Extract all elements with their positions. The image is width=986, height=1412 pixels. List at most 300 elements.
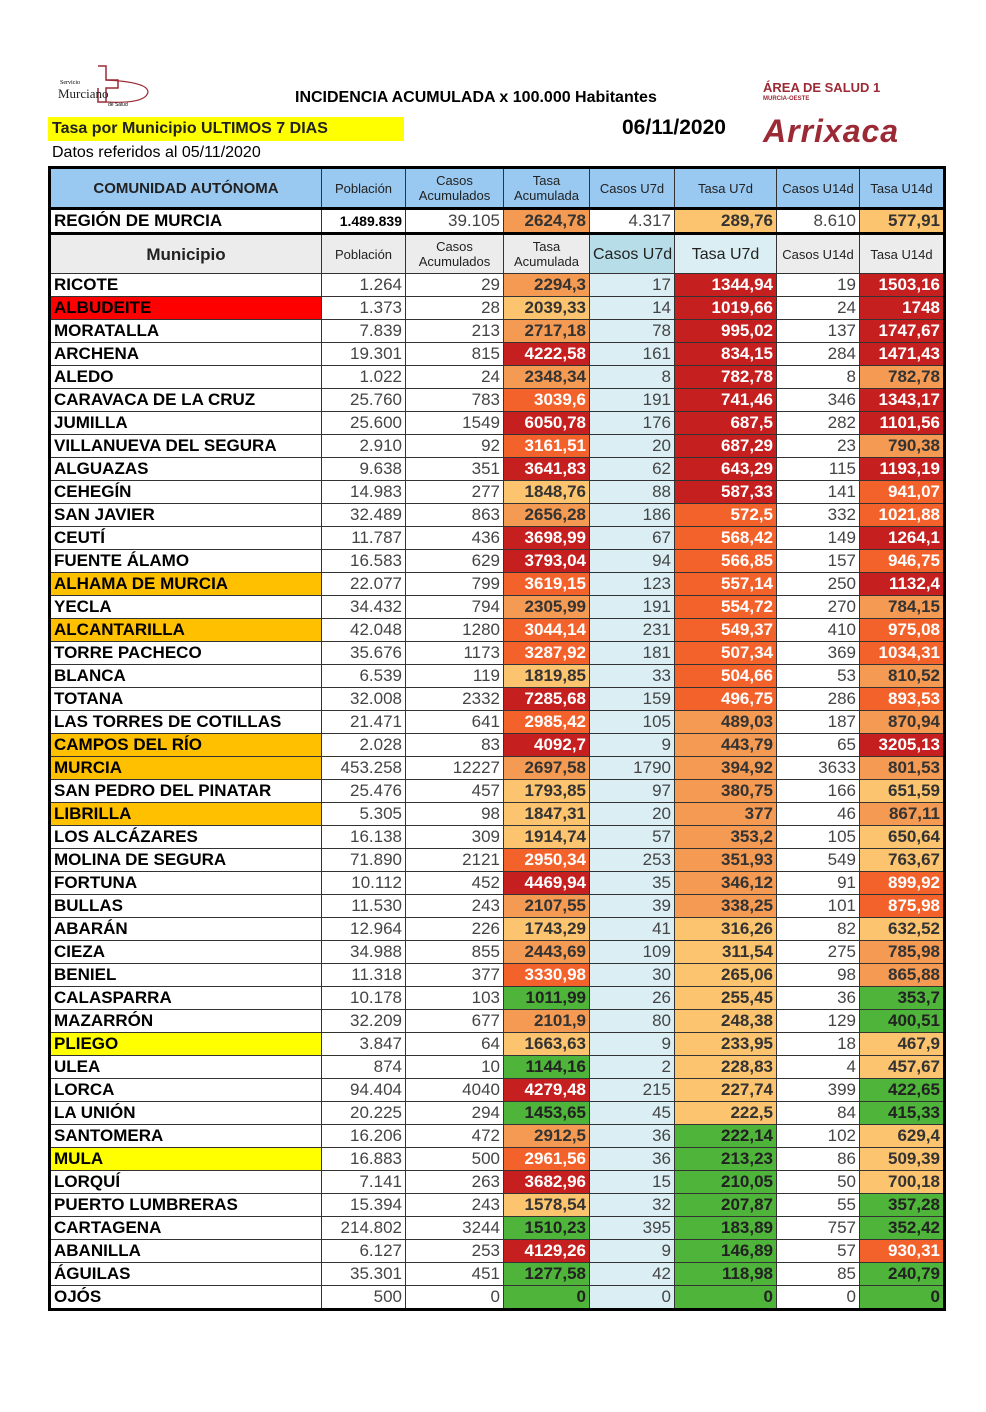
casos-u7d: 105 [590, 711, 675, 734]
table-row [50, 1079, 945, 1102]
poblacion: 453.258 [322, 757, 406, 780]
tasa-u7d: 377 [675, 803, 777, 826]
table-row [50, 642, 945, 665]
municipio-name: ALEDO [50, 366, 322, 389]
casos-u7d: 33 [590, 665, 675, 688]
casos-acumulados: 243 [406, 895, 504, 918]
poblacion: 35.301 [322, 1263, 406, 1286]
casos-u7d: 80 [590, 1010, 675, 1033]
poblacion: 7.839 [322, 320, 406, 343]
casos-u14d: 23 [777, 435, 860, 458]
tasa-u7d: 210,05 [675, 1171, 777, 1194]
poblacion: 21.471 [322, 711, 406, 734]
casos-u7d: 62 [590, 458, 675, 481]
tasa-u7d: 1019,66 [675, 297, 777, 320]
table-row [50, 550, 945, 573]
tasa-u7d: 255,45 [675, 987, 777, 1010]
municipio-name: ULEA [50, 1056, 322, 1079]
municipio-name: LORQUÍ [50, 1171, 322, 1194]
tasa-u7d: 146,89 [675, 1240, 777, 1263]
tasa-u14d: 650,64 [860, 826, 945, 849]
casos-u7d: 20 [590, 803, 675, 826]
casos-u14d: 187 [777, 711, 860, 734]
municipio-name: BULLAS [50, 895, 322, 918]
tasa-u7d: 507,34 [675, 642, 777, 665]
poblacion: 11.530 [322, 895, 406, 918]
tasa-u7d: 183,89 [675, 1217, 777, 1240]
hd2-row [50, 234, 945, 274]
tasa-u14d: 1264,1 [860, 527, 945, 550]
tasa-u14d: 3205,13 [860, 734, 945, 757]
tasa-u7d: 316,26 [675, 918, 777, 941]
casos-acumulados: 629 [406, 550, 504, 573]
municipio-name: CARTAGENA [50, 1217, 322, 1240]
tasa-u14d: 467,9 [860, 1033, 945, 1056]
tasa-u14d: 457,67 [860, 1056, 945, 1079]
area-salud-label: ÁREA DE SALUD 1 [763, 80, 881, 95]
poblacion: 15.394 [322, 1194, 406, 1217]
tasa-u14d: 1034,31 [860, 642, 945, 665]
region-row [50, 209, 945, 234]
casos-u14d: 157 [777, 550, 860, 573]
poblacion: 6.127 [322, 1240, 406, 1263]
poblacion: 22.077 [322, 573, 406, 596]
table-row [50, 895, 945, 918]
tasa-u7d: 443,79 [675, 734, 777, 757]
casos-acumulados: 10 [406, 1056, 504, 1079]
tasa-acumulada: 7285,68 [504, 688, 590, 711]
municipio-name: CEUTÍ [50, 527, 322, 550]
casos-acumulados: 309 [406, 826, 504, 849]
municipio-name: CARAVACA DE LA CRUZ [50, 389, 322, 412]
tasa-u7d: 227,74 [675, 1079, 777, 1102]
casos-u7d: 123 [590, 573, 675, 596]
tasa-u7d: 496,75 [675, 688, 777, 711]
casos-acumulados: 451 [406, 1263, 504, 1286]
tasa-u14d: 875,98 [860, 895, 945, 918]
tasa-u7d: 222,5 [675, 1102, 777, 1125]
tasa-u7d: 554,72 [675, 596, 777, 619]
tasa-acumulada: 1847,31 [504, 803, 590, 826]
municipio-name: MULA [50, 1148, 322, 1171]
region-name: REGIÓN DE MURCIA [50, 209, 322, 234]
municipio-name: ABARÁN [50, 918, 322, 941]
municipio-name: TORRE PACHECO [50, 642, 322, 665]
tasa-acumulada: 1011,99 [504, 987, 590, 1010]
casos-u7d: 159 [590, 688, 675, 711]
municipio-name: CALASPARRA [50, 987, 322, 1010]
table-row [50, 941, 945, 964]
casos-acumulados: 500 [406, 1148, 504, 1171]
table-row [50, 757, 945, 780]
casos-u14d: 82 [777, 918, 860, 941]
tasa-u14d: 415,33 [860, 1102, 945, 1125]
tasa-u7d: 353,2 [675, 826, 777, 849]
casos-u7d: 215 [590, 1079, 675, 1102]
tasa-acumulada: 3044,14 [504, 619, 590, 642]
municipio-name: FUENTE ÁLAMO [50, 550, 322, 573]
poblacion: 1.264 [322, 274, 406, 297]
casos-u14d: 0 [777, 1286, 860, 1310]
tasa-acumulada: 2950,34 [504, 849, 590, 872]
header-poblacion: Población [322, 168, 406, 209]
casos-acumulados: 28 [406, 297, 504, 320]
tasa-u7d: 834,15 [675, 343, 777, 366]
casos-u7d: 30 [590, 964, 675, 987]
casos-u7d: 42 [590, 1263, 675, 1286]
municipio-name: CIEZA [50, 941, 322, 964]
table-row [50, 1125, 945, 1148]
tasa-acumulada: 3682,96 [504, 1171, 590, 1194]
tasa-acumulada: 1819,85 [504, 665, 590, 688]
tasa-u14d: 240,79 [860, 1263, 945, 1286]
casos-acumulados: 783 [406, 389, 504, 412]
poblacion: 5.305 [322, 803, 406, 826]
tasa-acumulada: 2101,9 [504, 1010, 590, 1033]
casos-acumulados: 4040 [406, 1079, 504, 1102]
table-row [50, 1033, 945, 1056]
tasa-u14d: 1471,43 [860, 343, 945, 366]
municipio-name: SANTOMERA [50, 1125, 322, 1148]
casos-u7d: 395 [590, 1217, 675, 1240]
table-row [50, 1217, 945, 1240]
tasa-u14d: 632,52 [860, 918, 945, 941]
tasa-acumulada: 2985,42 [504, 711, 590, 734]
hd1-row [50, 168, 945, 209]
casos-acumulados: 863 [406, 504, 504, 527]
header-poblacion: Población [322, 234, 406, 274]
poblacion: 2.910 [322, 435, 406, 458]
casos-u7d: 17 [590, 274, 675, 297]
casos-u7d: 253 [590, 849, 675, 872]
tasa-u14d: 865,88 [860, 964, 945, 987]
casos-acumulados: 92 [406, 435, 504, 458]
casos-u14d: 166 [777, 780, 860, 803]
tasa-u7d: 0 [675, 1286, 777, 1310]
casos-acumulados: 253 [406, 1240, 504, 1263]
tasa-acumulada: 3161,51 [504, 435, 590, 458]
casos-u14d: 101 [777, 895, 860, 918]
tasa-acumulada: 3330,98 [504, 964, 590, 987]
tasa-acumulada: 4129,26 [504, 1240, 590, 1263]
header-municipio: Municipio [50, 234, 322, 274]
casos-acumulados: 815 [406, 343, 504, 366]
table-row [50, 435, 945, 458]
tasa-acumulada: 3698,99 [504, 527, 590, 550]
casos-acumulados: 0 [406, 1286, 504, 1310]
casos-u7d: 41 [590, 918, 675, 941]
casos-u14d: 399 [777, 1079, 860, 1102]
casos-u7d: 2 [590, 1056, 675, 1079]
table-row [50, 389, 945, 412]
tasa-acumulada: 1277,58 [504, 1263, 590, 1286]
casos-u14d: 36 [777, 987, 860, 1010]
casos-u14d: 410 [777, 619, 860, 642]
municipio-name: SAN PEDRO DEL PINATAR [50, 780, 322, 803]
tasa-u14d: 899,92 [860, 872, 945, 895]
report-date: 06/11/2020 [622, 116, 726, 139]
municipio-name: BENIEL [50, 964, 322, 987]
casos-u7d: 9 [590, 1240, 675, 1263]
casos-u14d: 46 [777, 803, 860, 826]
header-casos-u14d: Casos U14d [777, 234, 860, 274]
tasa-u14d: 1343,17 [860, 389, 945, 412]
tasa-acumulada: 1453,65 [504, 1102, 590, 1125]
casos-u14d: 98 [777, 964, 860, 987]
tasa-u14d: 1193,19 [860, 458, 945, 481]
header-casos-u7d: Casos U7d [590, 234, 675, 274]
poblacion: 6.539 [322, 665, 406, 688]
tasa-u14d: 946,75 [860, 550, 945, 573]
tasa-u14d: 352,42 [860, 1217, 945, 1240]
table-row [50, 849, 945, 872]
casos-u7d: 78 [590, 320, 675, 343]
tasa-u14d: 700,18 [860, 1171, 945, 1194]
region-t7: 289,76 [675, 209, 777, 234]
municipio-name: LORCA [50, 1079, 322, 1102]
table-row [50, 366, 945, 389]
tasa-u7d: 557,14 [675, 573, 777, 596]
tasa-acumulada: 2348,34 [504, 366, 590, 389]
tasa-acumulada: 2717,18 [504, 320, 590, 343]
casos-u14d: 282 [777, 412, 860, 435]
casos-u7d: 1790 [590, 757, 675, 780]
tasa-u7d: 568,42 [675, 527, 777, 550]
poblacion: 500 [322, 1286, 406, 1310]
casos-u14d: 141 [777, 481, 860, 504]
tasa-u14d: 509,39 [860, 1148, 945, 1171]
tasa-acumulada: 3641,83 [504, 458, 590, 481]
table-row [50, 1010, 945, 1033]
table-row [50, 734, 945, 757]
header-casos-u14d: Casos U14d [777, 168, 860, 209]
casos-u7d: 176 [590, 412, 675, 435]
tasa-u7d: 504,66 [675, 665, 777, 688]
servicio-murciano-salud-logo: Servicio Murciano de Salud [58, 64, 153, 108]
casos-acumulados: 1280 [406, 619, 504, 642]
table-row [50, 826, 945, 849]
casos-u14d: 757 [777, 1217, 860, 1240]
table-row [50, 1102, 945, 1125]
casos-u14d: 86 [777, 1148, 860, 1171]
poblacion: 10.112 [322, 872, 406, 895]
poblacion: 19.301 [322, 343, 406, 366]
casos-acumulados: 794 [406, 596, 504, 619]
table-row [50, 1171, 945, 1194]
poblacion: 14.983 [322, 481, 406, 504]
tasa-acumulada: 4279,48 [504, 1079, 590, 1102]
table-row [50, 780, 945, 803]
casos-acumulados: 677 [406, 1010, 504, 1033]
poblacion: 12.964 [322, 918, 406, 941]
poblacion: 11.787 [322, 527, 406, 550]
tasa-acumulada: 2039,33 [504, 297, 590, 320]
casos-acumulados: 83 [406, 734, 504, 757]
casos-acumulados: 98 [406, 803, 504, 826]
casos-u7d: 15 [590, 1171, 675, 1194]
tasa-acumulada: 3619,15 [504, 573, 590, 596]
casos-acumulados: 263 [406, 1171, 504, 1194]
municipio-name: ABANILLA [50, 1240, 322, 1263]
poblacion: 214.802 [322, 1217, 406, 1240]
poblacion: 16.138 [322, 826, 406, 849]
tasa-acumulada: 3039,6 [504, 389, 590, 412]
casos-u7d: 8 [590, 366, 675, 389]
tasa-acumulada: 2656,28 [504, 504, 590, 527]
casos-u7d: 45 [590, 1102, 675, 1125]
casos-u14d: 57 [777, 1240, 860, 1263]
casos-u14d: 270 [777, 596, 860, 619]
tasa-u7d: 380,75 [675, 780, 777, 803]
poblacion: 7.141 [322, 1171, 406, 1194]
tasa-u7d: 489,03 [675, 711, 777, 734]
table-row [50, 320, 945, 343]
casos-u14d: 137 [777, 320, 860, 343]
casos-u14d: 4 [777, 1056, 860, 1079]
table-row [50, 688, 945, 711]
casos-u14d: 24 [777, 297, 860, 320]
casos-acumulados: 351 [406, 458, 504, 481]
tasa-u7d: 549,37 [675, 619, 777, 642]
tasa-u14d: 1101,56 [860, 412, 945, 435]
casos-acumulados: 24 [406, 366, 504, 389]
poblacion: 11.318 [322, 964, 406, 987]
municipio-name: PUERTO LUMBRERAS [50, 1194, 322, 1217]
casos-u7d: 88 [590, 481, 675, 504]
header-tasa-acumulada: Tasa Acumulada [504, 234, 590, 274]
casos-u7d: 36 [590, 1148, 675, 1171]
poblacion: 874 [322, 1056, 406, 1079]
municipio-name: ALHAMA DE MURCIA [50, 573, 322, 596]
municipio-name: ARCHENA [50, 343, 322, 366]
table-row [50, 527, 945, 550]
poblacion: 20.225 [322, 1102, 406, 1125]
tasa-u7d: 995,02 [675, 320, 777, 343]
tasa-u7d: 394,92 [675, 757, 777, 780]
tasa-acumulada: 2912,5 [504, 1125, 590, 1148]
casos-acumulados: 226 [406, 918, 504, 941]
table-row [50, 803, 945, 826]
tasa-acumulada: 1848,76 [504, 481, 590, 504]
tasa-acumulada: 2305,99 [504, 596, 590, 619]
casos-u14d: 65 [777, 734, 860, 757]
poblacion: 25.600 [322, 412, 406, 435]
poblacion: 34.432 [322, 596, 406, 619]
tasa-u7d: 741,46 [675, 389, 777, 412]
tasa-acumulada: 1743,29 [504, 918, 590, 941]
tasa-u7d: 351,93 [675, 849, 777, 872]
tasa-u14d: 1748 [860, 297, 945, 320]
tasa-acumulada: 3793,04 [504, 550, 590, 573]
casos-u14d: 55 [777, 1194, 860, 1217]
casos-acumulados: 12227 [406, 757, 504, 780]
header-tasa-u14d: Tasa U14d [860, 234, 945, 274]
casos-acumulados: 457 [406, 780, 504, 803]
tasa-u14d: 785,98 [860, 941, 945, 964]
casos-acumulados: 1173 [406, 642, 504, 665]
header-tasa-u14d: Tasa U14d [860, 168, 945, 209]
tasa-u14d: 870,94 [860, 711, 945, 734]
tasa-u14d: 1021,88 [860, 504, 945, 527]
tasa-u14d: 651,59 [860, 780, 945, 803]
municipio-name: MAZARRÓN [50, 1010, 322, 1033]
tasa-u7d: 222,14 [675, 1125, 777, 1148]
municipio-name: ALGUAZAS [50, 458, 322, 481]
tasa-acumulada: 2961,56 [504, 1148, 590, 1171]
tasa-acumulada: 1914,74 [504, 826, 590, 849]
table-row [50, 872, 945, 895]
tasa-u7d: 572,5 [675, 504, 777, 527]
tasa-acumulada: 2443,69 [504, 941, 590, 964]
municipio-name: MORATALLA [50, 320, 322, 343]
casos-u14d: 369 [777, 642, 860, 665]
report-title: INCIDENCIA ACUMULADA x 100.000 Habitantes [295, 89, 657, 106]
tasa-u7d: 687,29 [675, 435, 777, 458]
casos-u7d: 97 [590, 780, 675, 803]
casos-u7d: 9 [590, 1033, 675, 1056]
tasa-acumulada: 4092,7 [504, 734, 590, 757]
tasa-u7d: 213,23 [675, 1148, 777, 1171]
municipio-name: VILLANUEVA DEL SEGURA [50, 435, 322, 458]
municipio-name: LAS TORRES DE COTILLAS [50, 711, 322, 734]
region-poblacion: 1.489.839 [322, 209, 406, 234]
table-row [50, 297, 945, 320]
municipio-name: SAN JAVIER [50, 504, 322, 527]
table-row [50, 274, 945, 297]
table-row [50, 1263, 945, 1286]
table-row [50, 481, 945, 504]
casos-u7d: 26 [590, 987, 675, 1010]
casos-u7d: 67 [590, 527, 675, 550]
casos-u14d: 105 [777, 826, 860, 849]
poblacion: 94.404 [322, 1079, 406, 1102]
casos-u7d: 9 [590, 734, 675, 757]
casos-acumulados: 294 [406, 1102, 504, 1125]
casos-acumulados: 3244 [406, 1217, 504, 1240]
casos-u14d: 286 [777, 688, 860, 711]
casos-u14d: 102 [777, 1125, 860, 1148]
tasa-acumulada: 2294,3 [504, 274, 590, 297]
tasa-u14d: 629,4 [860, 1125, 945, 1148]
casos-u7d: 36 [590, 1125, 675, 1148]
casos-u7d: 32 [590, 1194, 675, 1217]
tasa-u14d: 353,7 [860, 987, 945, 1010]
tasa-u14d: 1747,67 [860, 320, 945, 343]
tasa-u7d: 687,5 [675, 412, 777, 435]
poblacion: 42.048 [322, 619, 406, 642]
casos-acumulados: 436 [406, 527, 504, 550]
tasa-acumulada: 1510,23 [504, 1217, 590, 1240]
table-row [50, 504, 945, 527]
subtitle: Tasa por Municipio ULTIMOS 7 DIAS [48, 117, 404, 141]
casos-u7d: 181 [590, 642, 675, 665]
casos-acumulados: 277 [406, 481, 504, 504]
header-tasa-u7d: Tasa U7d [675, 168, 777, 209]
table-row [50, 573, 945, 596]
tasa-u7d: 587,33 [675, 481, 777, 504]
tasa-acumulada: 1144,16 [504, 1056, 590, 1079]
tasa-u14d: 782,78 [860, 366, 945, 389]
poblacion: 16.583 [322, 550, 406, 573]
casos-u14d: 3633 [777, 757, 860, 780]
municipio-name: RICOTE [50, 274, 322, 297]
poblacion: 71.890 [322, 849, 406, 872]
casos-u7d: 35 [590, 872, 675, 895]
tasa-acumulada: 3287,92 [504, 642, 590, 665]
tasa-acumulada: 4222,58 [504, 343, 590, 366]
tasa-u7d: 265,06 [675, 964, 777, 987]
poblacion: 32.008 [322, 688, 406, 711]
